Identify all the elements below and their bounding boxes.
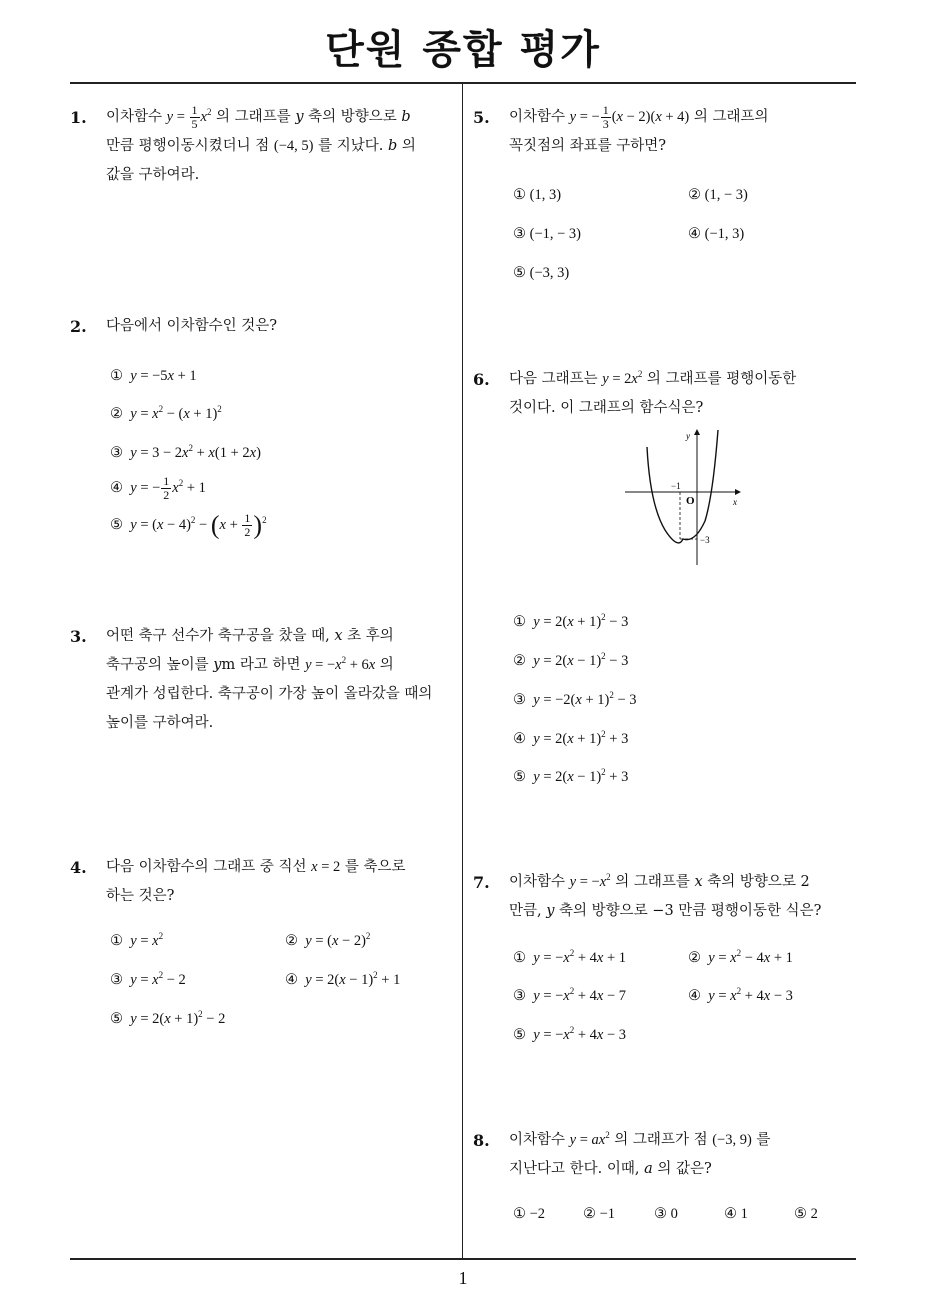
question-number: 6. xyxy=(473,370,490,389)
question-text: 어떤 축구 선수가 축구공을 찼을 때, x 초 후의 축구공의 높이를 ym 라고 하면 $y = -x^2 + 6x$ 의 관계가 성립한다. 축구공이 가장 높이 올라갔을 때의 높이를 구하여라. xyxy=(106,628,433,731)
header-rule xyxy=(70,82,856,84)
x-axis-label: x xyxy=(733,497,737,507)
option-3[interactable]: ③ $y = 3 - 2x^2 + x(1 + 2x)$ xyxy=(110,443,261,461)
option-1[interactable]: ① y = −5x + 1 xyxy=(110,368,197,384)
question-text: 다음 이차함수의 그래프 중 직선 x = 2 를 축으로 하는 것은? xyxy=(106,859,406,904)
parabola-graph xyxy=(620,425,750,570)
option-1[interactable]: ① $y = x^2$ xyxy=(110,931,164,949)
option-3[interactable]: ③ $y = -2(x + 1)^2 - 3$ xyxy=(513,690,637,708)
option-3[interactable]: ③ 0 xyxy=(654,1206,678,1222)
option-3[interactable]: ③ (−1, − 3) xyxy=(513,226,582,242)
question-number: 7. xyxy=(473,873,490,892)
page-title: 단원 종합 평가 xyxy=(325,27,601,73)
option-2[interactable]: ② −1 xyxy=(583,1206,616,1222)
option-5[interactable]: ⑤ (−3, 3) xyxy=(513,265,570,281)
option-4[interactable]: ④ $y = 2(x + 1)^2 + 3$ xyxy=(513,729,629,747)
option-2[interactable]: ② (1, − 3) xyxy=(688,187,748,203)
vertex-x-label: −1 xyxy=(671,481,681,491)
vertex-y-label: −3 xyxy=(700,535,710,545)
question-text: 이차함수 y = $\frac{1}{5}$ $x^2$ 의 그래프를 y 축의 방향으로 b 만큼 평행이동시켰더니 점 (−4, 5) 를 지났다. b 의 값을 구하여라. xyxy=(106,103,416,183)
option-4[interactable]: ④ $y = x^2 + 4x - 3$ xyxy=(688,986,793,1004)
page-number: 1 xyxy=(458,1268,468,1288)
option-4[interactable]: ④ y = − $\frac{1}{2}$ $x^2 + 1$ xyxy=(110,474,206,502)
parabola-curve xyxy=(647,430,718,543)
option-2[interactable]: ② $y = x^2 - (x + 1)^2$ xyxy=(110,404,222,422)
question-text: 이차함수 $y = -x^2$ 의 그래프를 x 축의 방향으로 2 만큼, y 축의 방향으로 −3 만큼 평행이동한 식은? xyxy=(509,872,822,919)
y-axis-label: y xyxy=(686,431,690,441)
column-divider xyxy=(462,83,463,1258)
option-5[interactable]: ⑤ $y = (x - 4)^2 - (x$ + $\frac{1}{2}$ )$^2$ xyxy=(110,510,267,540)
question-number: 8. xyxy=(473,1131,490,1150)
option-5[interactable]: ⑤ $y = -x^2 + 4x - 3$ xyxy=(513,1025,627,1043)
question-text: 다음 그래프는 $y = 2x^2$ 의 그래프를 평행이동한 것이다. 이 그래프의 함수식은? xyxy=(509,369,797,416)
option-2[interactable]: ② $y = x^2 - 4x + 1$ xyxy=(688,948,793,966)
question-text: 다음에서 이차함수인 것은? xyxy=(106,318,278,334)
option-2[interactable]: ② $y = 2(x - 1)^2 - 3$ xyxy=(513,651,629,669)
option-4[interactable]: ④ $y = 2(x - 1)^2 + 1$ xyxy=(285,970,401,988)
question-number: 2. xyxy=(70,317,87,336)
question-text: 이차함수 $y = ax^2$ 의 그래프가 점 (−3, 9) 를 지난다고 한다. 이때, a 의 값은? xyxy=(509,1130,771,1177)
option-2[interactable]: ② $y = (x - 2)^2$ xyxy=(285,931,371,949)
question-number: 4. xyxy=(70,858,87,877)
question-number: 1. xyxy=(70,108,87,127)
option-4[interactable]: ④ (−1, 3) xyxy=(688,226,745,242)
question-text: 이차함수 y = − $\frac{1}{3}$ (x − 2)(x + 4) 의 그래프의 꼭짓점의 좌표를 구하면? xyxy=(509,103,769,154)
option-1[interactable]: ① (1, 3) xyxy=(513,187,562,203)
origin-label: O xyxy=(686,495,695,507)
option-3[interactable]: ③ $y = x^2 - 2$ xyxy=(110,970,186,988)
footer-rule xyxy=(70,1258,856,1260)
option-5[interactable]: ⑤ 2 xyxy=(794,1206,818,1222)
option-1[interactable]: ① −2 xyxy=(513,1206,546,1222)
option-1[interactable]: ① $y = -x^2 + 4x + 1$ xyxy=(513,948,627,966)
question-number: 3. xyxy=(70,627,87,646)
question-number: 5. xyxy=(473,108,490,127)
option-1[interactable]: ① $y = 2(x + 1)^2 - 3$ xyxy=(513,612,629,630)
option-5[interactable]: ⑤ $y = 2(x - 1)^2 + 3$ xyxy=(513,767,629,785)
option-3[interactable]: ③ $y = -x^2 + 4x - 7$ xyxy=(513,986,627,1004)
option-4[interactable]: ④ 1 xyxy=(724,1206,748,1222)
option-5[interactable]: ⑤ $y = 2(x + 1)^2 - 2$ xyxy=(110,1009,226,1027)
